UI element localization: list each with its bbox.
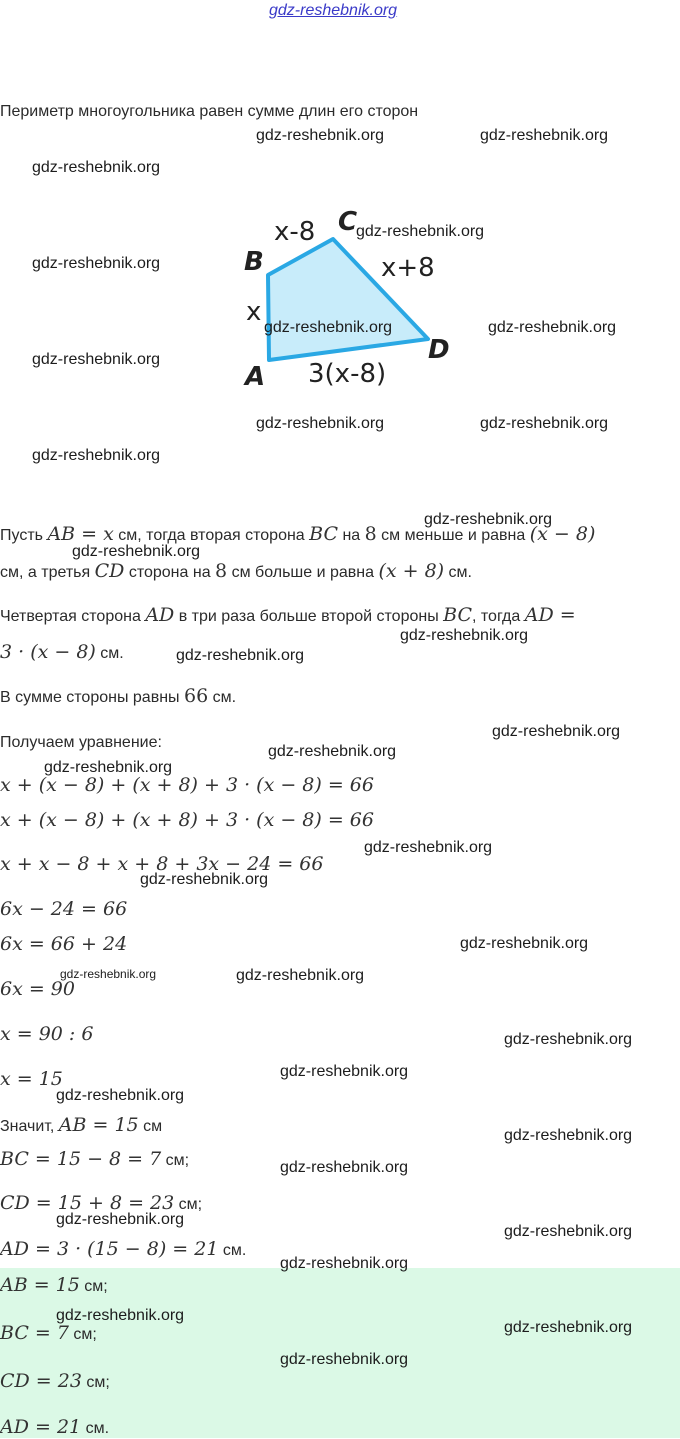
watermark: gdz-reshebnik.org [56,1211,185,1228]
text: Значит, [0,1118,59,1135]
math: AD = [524,604,576,626]
math: 66 [183,685,209,707]
side-bc-label: x-8 [274,217,316,247]
watermark: gdz-reshebnik.org [400,627,529,644]
watermark: gdz-reshebnik.org [280,1159,409,1176]
math: AB = 15 [0,1274,80,1296]
side-ab-label: x [246,297,262,327]
math: AD [145,604,175,626]
text: сторона на [124,564,216,581]
answer-bc [0,1323,97,1345]
side-cd-label: x+8 [381,253,435,283]
watermark: gdz-reshebnik.org [56,1307,185,1324]
para2-line2 [0,642,124,664]
text: на [338,527,365,544]
watermark: gdz-reshebnik.org [256,127,385,144]
text: см. [81,1420,110,1437]
para1-line2 [0,561,472,583]
watermark: gdz-reshebnik.org [480,127,609,144]
watermark: gdz-reshebnik.org [32,351,161,368]
equation-5: 6x = 66 + 24 [0,933,128,955]
text: см; [81,1374,110,1391]
conclusion-bc [0,1149,189,1171]
watermark: gdz-reshebnik.org [236,967,365,984]
math: CD = 15 + 8 = 23 [0,1192,175,1214]
math: AB = 15 [58,1114,139,1136]
equation-4: 6x − 24 = 66 [0,898,128,920]
text: , тогда [472,608,525,625]
text: см. [444,564,472,581]
watermark: gdz-reshebnik.org [480,415,609,432]
intro-text: Периметр многоугольника равен сумме длин его сторон [0,103,419,120]
equation-8: x = 15 [0,1068,63,1090]
math: BC [443,604,472,626]
text: см [138,1118,163,1135]
text: см; [161,1152,190,1169]
watermark: gdz-reshebnik.org [268,743,397,760]
text: см; [174,1196,203,1213]
vertex-c-label: C [338,207,358,237]
math: BC = 15 − 8 = 7 [0,1148,162,1170]
text: см больше и равна [227,564,379,581]
watermark: gdz-reshebnik.org [280,1063,409,1080]
watermark: gdz-reshebnik.org [32,255,161,272]
math: 8 [364,523,377,545]
watermark: gdz-reshebnik.org [488,319,617,336]
text: см, а третья [0,564,95,581]
watermark: gdz-reshebnik.org [44,759,173,776]
watermark: gdz-reshebnik.org [504,1223,633,1240]
math: AB = x [47,523,114,545]
watermark: gdz-reshebnik.org [32,159,161,176]
answer-ab [0,1275,108,1297]
watermark: gdz-reshebnik.org [492,723,621,740]
math: CD [94,560,125,582]
answer-cd [0,1371,110,1393]
text: в три раза больше второй стороны [174,608,444,625]
equation-6: 6x = 90 [0,978,75,1000]
para4: Получаем уравнение: [0,734,162,751]
text: см. [218,1242,247,1259]
text: см меньше и равна [376,527,530,544]
conclusion-ad [0,1239,246,1261]
side-ad-label: 3(x-8) [308,359,387,389]
text: Четвертая сторона [0,608,146,625]
text: см. [208,689,237,706]
watermark: gdz-reshebnik.org [424,511,553,528]
watermark: gdz-reshebnik.org [504,1127,633,1144]
watermark: gdz-reshebnik.org [264,319,393,336]
para2-line1 [0,605,576,627]
answer-ad [0,1417,109,1439]
vertex-a-label: A [245,362,266,392]
watermark: gdz-reshebnik.org [256,415,385,432]
watermark: gdz-reshebnik.org [60,967,157,981]
watermark: gdz-reshebnik.org [72,543,201,560]
text: см; [79,1278,108,1295]
math: AD = 3 · (15 − 8) = 21 [0,1238,219,1260]
math: 3 · (x − 8) [0,641,96,663]
watermark: gdz-reshebnik.org [504,1031,633,1048]
vertex-b-label: B [244,247,264,277]
equation-2: x + (x − 8) + (x + 8) + 3 · (x − 8) = 66 [0,809,374,831]
text: Пусть [0,527,48,544]
watermark: gdz-reshebnik.org [280,1351,409,1368]
math: (x + 8) [378,560,445,582]
watermark: gdz-reshebnik.org [460,935,589,952]
watermark: gdz-reshebnik.org [32,447,161,464]
math: AD = 21 [0,1416,82,1438]
math: (x − 8) [529,523,596,545]
vertex-d-label: D [428,335,450,365]
math: BC = 7 [0,1322,69,1344]
watermark: gdz-reshebnik.org [176,647,305,664]
text: В сумме стороны равны [0,689,184,706]
math: 8 [215,560,228,582]
watermark: gdz-reshebnik.org [504,1319,633,1336]
text: см, тогда вторая сторона [113,527,310,544]
equation-7: x = 90 : 6 [0,1023,94,1045]
watermark: gdz-reshebnik.org [56,1087,185,1104]
para3 [0,686,236,708]
watermark: gdz-reshebnik.org [364,839,493,856]
watermark: gdz-reshebnik.org [280,1255,409,1272]
math: CD = 23 [0,1370,82,1392]
equation-1: x + (x − 8) + (x + 8) + 3 · (x − 8) = 66 [0,774,374,796]
math: BC [309,523,339,545]
watermark: gdz-reshebnik.org [140,871,269,888]
text: см. [95,645,124,662]
equation-3: x + x − 8 + x + 8 + 3x − 24 = 66 [0,853,324,875]
text: см; [68,1326,97,1343]
conclusion-intro [0,1115,162,1137]
site-watermark-top[interactable]: gdz-reshebnik.org [269,2,398,19]
watermark: gdz-reshebnik.org [356,223,485,240]
